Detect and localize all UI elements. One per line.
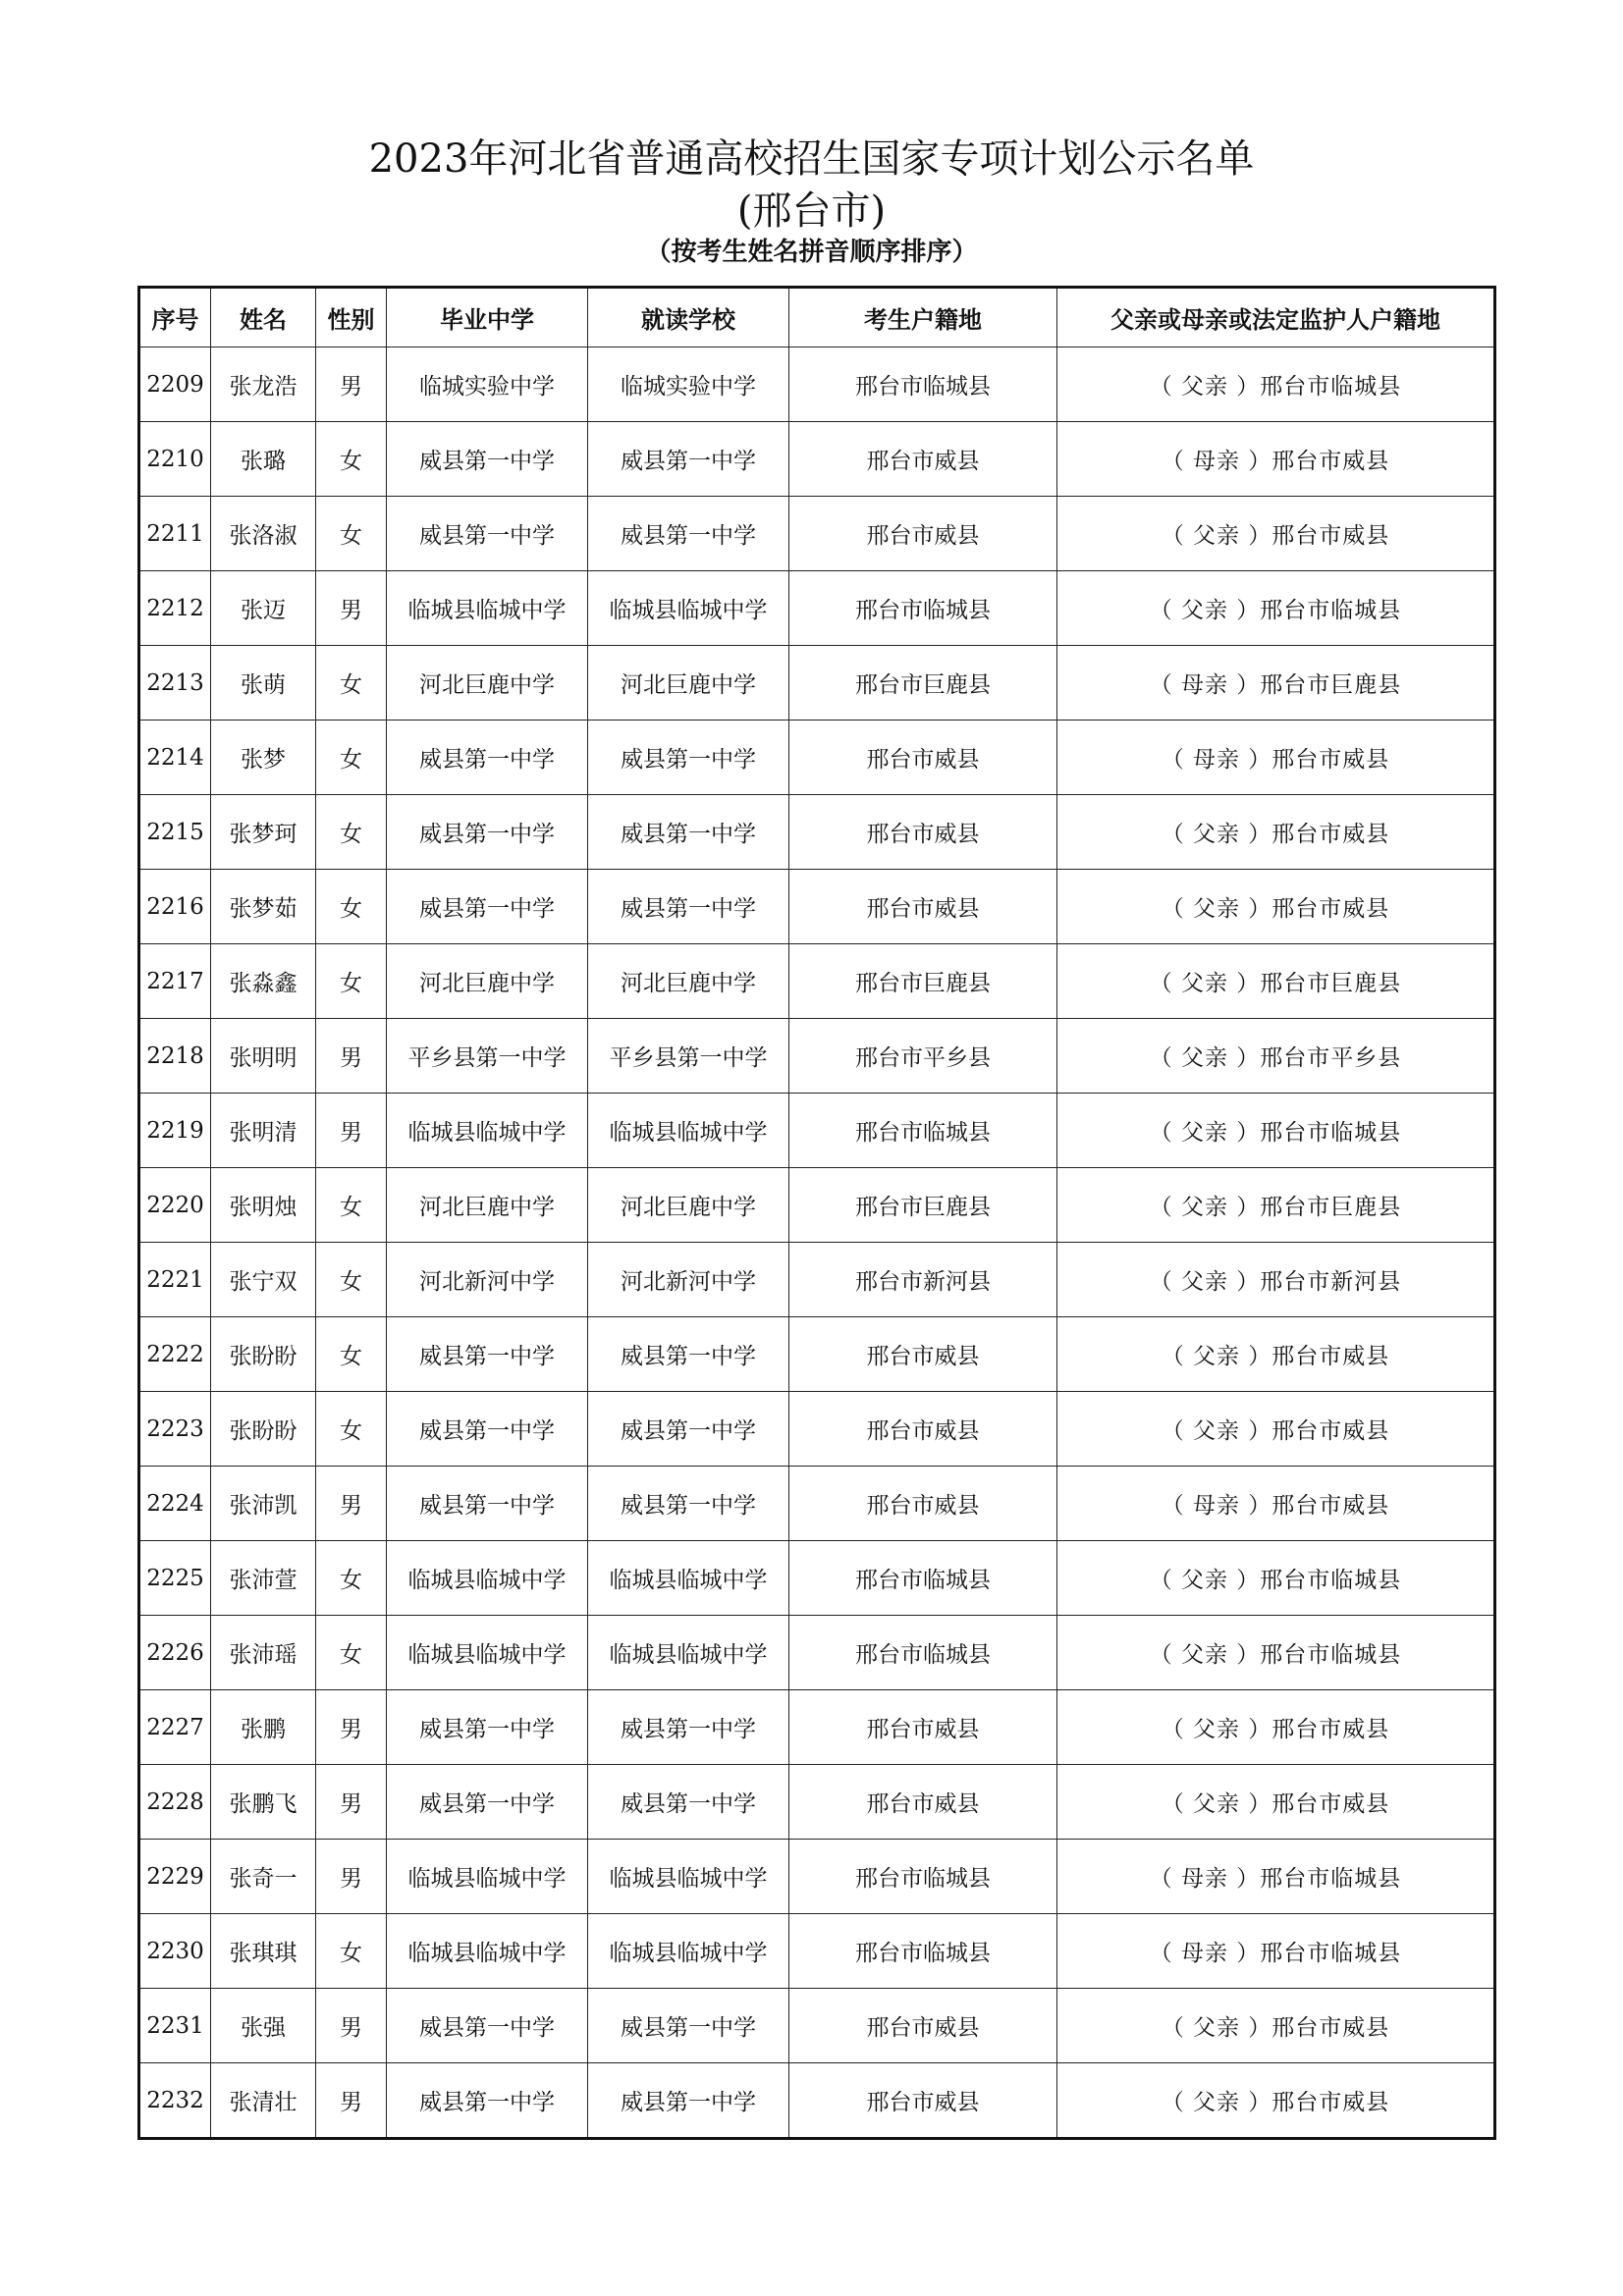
cell-guardian-hukou: （ 父亲 ）邢台市巨鹿县	[1057, 944, 1495, 1019]
table-row	[139, 1616, 1495, 1690]
cell-hukou: 邢台市威县	[789, 497, 1057, 571]
document-title: 2023年河北省普通高校招生国家专项计划公示名单	[368, 136, 1255, 182]
cell-gender: 女	[316, 422, 387, 497]
cell-gender: 女	[316, 646, 387, 721]
cell-name: 张梦珂	[211, 795, 316, 870]
cell-current-school: 河北巨鹿中学	[588, 1168, 789, 1243]
cell-grad-school: 威县第一中学	[387, 870, 588, 944]
cell-current-school: 威县第一中学	[588, 1989, 789, 2063]
cell-hukou: 邢台市临城县	[789, 1616, 1057, 1690]
cell-grad-school: 威县第一中学	[387, 1317, 588, 1392]
cell-seq: 2226	[139, 1616, 211, 1690]
cell-gender: 女	[316, 1616, 387, 1690]
cell-gender: 女	[316, 1914, 387, 1989]
table-row	[139, 1989, 1495, 2063]
cell-hukou: 邢台市巨鹿县	[789, 646, 1057, 721]
cell-current-school: 临城县临城中学	[588, 1094, 789, 1168]
cell-hukou: 邢台市威县	[789, 1989, 1057, 2063]
cell-seq: 2218	[139, 1019, 211, 1094]
cell-hukou: 邢台市临城县	[789, 347, 1057, 422]
table-row	[139, 944, 1495, 1019]
cell-guardian-hukou: （ 父亲 ）邢台市新河县	[1057, 1243, 1495, 1317]
cell-seq: 2228	[139, 1765, 211, 1840]
cell-guardian-hukou: （ 父亲 ）邢台市威县	[1057, 2063, 1495, 2139]
cell-current-school: 威县第一中学	[588, 1765, 789, 1840]
cell-grad-school: 临城县临城中学	[387, 1616, 588, 1690]
cell-gender: 男	[316, 571, 387, 646]
cell-seq: 2213	[139, 646, 211, 721]
cell-hukou: 邢台市威县	[789, 1317, 1057, 1392]
cell-hukou: 邢台市威县	[789, 1765, 1057, 1840]
cell-grad-school: 河北巨鹿中学	[387, 944, 588, 1019]
cell-grad-school: 临城县临城中学	[387, 1914, 588, 1989]
cell-guardian-hukou: （ 父亲 ）邢台市威县	[1057, 497, 1495, 571]
cell-gender: 女	[316, 1392, 387, 1467]
cell-grad-school: 河北巨鹿中学	[387, 646, 588, 721]
cell-seq: 2227	[139, 1690, 211, 1765]
cell-current-school: 威县第一中学	[588, 1467, 789, 1541]
cell-seq: 2211	[139, 497, 211, 571]
table-row	[139, 1094, 1495, 1168]
cell-gender: 女	[316, 1168, 387, 1243]
table-row	[139, 1840, 1495, 1914]
roster-body	[139, 347, 1495, 2139]
cell-hukou: 邢台市平乡县	[789, 1019, 1057, 1094]
cell-grad-school: 威县第一中学	[387, 1467, 588, 1541]
cell-grad-school: 临城实验中学	[387, 347, 588, 422]
cell-grad-school: 临城县临城中学	[387, 1541, 588, 1616]
cell-grad-school: 威县第一中学	[387, 2063, 588, 2139]
cell-grad-school: 威县第一中学	[387, 1690, 588, 1765]
table-row	[139, 1317, 1495, 1392]
cell-guardian-hukou: （ 父亲 ）邢台市威县	[1057, 1392, 1495, 1467]
cell-guardian-hukou: （ 母亲 ）邢台市威县	[1057, 721, 1495, 795]
cell-gender: 女	[316, 1317, 387, 1392]
cell-guardian-hukou: （ 父亲 ）邢台市威县	[1057, 1989, 1495, 2063]
cell-gender: 男	[316, 1019, 387, 1094]
cell-name: 张琪琪	[211, 1914, 316, 1989]
cell-gender: 女	[316, 1541, 387, 1616]
cell-current-school: 威县第一中学	[588, 795, 789, 870]
cell-name: 张明烛	[211, 1168, 316, 1243]
cell-guardian-hukou: （ 父亲 ）邢台市威县	[1057, 870, 1495, 944]
cell-gender: 女	[316, 870, 387, 944]
cell-name: 张淼鑫	[211, 944, 316, 1019]
table-row	[139, 1467, 1495, 1541]
cell-name: 张鹏飞	[211, 1765, 316, 1840]
cell-grad-school: 河北巨鹿中学	[387, 1168, 588, 1243]
cell-grad-school: 平乡县第一中学	[387, 1019, 588, 1094]
cell-grad-school: 威县第一中学	[387, 795, 588, 870]
cell-hukou: 邢台市新河县	[789, 1243, 1057, 1317]
cell-hukou: 邢台市威县	[789, 422, 1057, 497]
cell-current-school: 临城县临城中学	[588, 1914, 789, 1989]
cell-name: 张明明	[211, 1019, 316, 1094]
column-header-hukou: 考生户籍地	[789, 288, 1057, 347]
cell-current-school: 临城县临城中学	[588, 571, 789, 646]
cell-guardian-hukou: （ 父亲 ）邢台市巨鹿县	[1057, 1168, 1495, 1243]
cell-seq: 2229	[139, 1840, 211, 1914]
table-row	[139, 1914, 1495, 1989]
cell-name: 张强	[211, 1989, 316, 2063]
cell-hukou: 邢台市威县	[789, 2063, 1057, 2139]
cell-guardian-hukou: （ 父亲 ）邢台市威县	[1057, 1317, 1495, 1392]
table-row	[139, 1541, 1495, 1616]
table-row	[139, 721, 1495, 795]
cell-hukou: 邢台市威县	[789, 795, 1057, 870]
cell-gender: 男	[316, 1765, 387, 1840]
column-header-guardian-hukou: 父亲或母亲或法定监护人户籍地	[1057, 288, 1495, 347]
cell-gender: 男	[316, 1840, 387, 1914]
cell-seq: 2220	[139, 1168, 211, 1243]
column-header-gender: 性别	[316, 288, 387, 347]
table-row	[139, 347, 1495, 422]
table-row	[139, 1765, 1495, 1840]
document-subtitle: (邢台市)	[736, 188, 887, 234]
cell-name: 张璐	[211, 422, 316, 497]
cell-guardian-hukou: （ 父亲 ）邢台市临城县	[1057, 1541, 1495, 1616]
cell-current-school: 临城县临城中学	[588, 1840, 789, 1914]
cell-hukou: 邢台市临城县	[789, 1914, 1057, 1989]
cell-gender: 男	[316, 1690, 387, 1765]
cell-gender: 女	[316, 497, 387, 571]
cell-name: 张梦茹	[211, 870, 316, 944]
cell-guardian-hukou: （ 父亲 ）邢台市临城县	[1057, 1094, 1495, 1168]
table-row	[139, 497, 1495, 571]
cell-seq: 2232	[139, 2063, 211, 2139]
cell-gender: 男	[316, 2063, 387, 2139]
cell-gender: 男	[316, 1094, 387, 1168]
cell-seq: 2209	[139, 347, 211, 422]
cell-guardian-hukou: （ 父亲 ）邢台市临城县	[1057, 571, 1495, 646]
cell-grad-school: 河北新河中学	[387, 1243, 588, 1317]
cell-name: 张洛淑	[211, 497, 316, 571]
cell-name: 张沛瑶	[211, 1616, 316, 1690]
cell-hukou: 邢台市巨鹿县	[789, 944, 1057, 1019]
cell-current-school: 平乡县第一中学	[588, 1019, 789, 1094]
table-row	[139, 1168, 1495, 1243]
column-header-grad-school: 毕业中学	[387, 288, 588, 347]
cell-seq: 2215	[139, 795, 211, 870]
cell-current-school: 威县第一中学	[588, 497, 789, 571]
cell-name: 张清壮	[211, 2063, 316, 2139]
cell-hukou: 邢台市威县	[789, 1467, 1057, 1541]
cell-hukou: 邢台市威县	[789, 1690, 1057, 1765]
cell-hukou: 邢台市临城县	[789, 1840, 1057, 1914]
cell-current-school: 临城县临城中学	[588, 1541, 789, 1616]
cell-guardian-hukou: （ 父亲 ）邢台市平乡县	[1057, 1019, 1495, 1094]
table-row	[139, 1019, 1495, 1094]
table-row	[139, 1243, 1495, 1317]
cell-seq: 2222	[139, 1317, 211, 1392]
cell-hukou: 邢台市临城县	[789, 1541, 1057, 1616]
cell-guardian-hukou: （ 父亲 ）邢台市临城县	[1057, 1616, 1495, 1690]
cell-gender: 女	[316, 795, 387, 870]
cell-current-school: 河北巨鹿中学	[588, 944, 789, 1019]
roster-table	[137, 286, 1496, 2140]
cell-gender: 男	[316, 347, 387, 422]
cell-name: 张迈	[211, 571, 316, 646]
cell-seq: 2216	[139, 870, 211, 944]
cell-current-school: 河北巨鹿中学	[588, 646, 789, 721]
cell-hukou: 邢台市巨鹿县	[789, 1168, 1057, 1243]
cell-hukou: 邢台市威县	[789, 1392, 1057, 1467]
cell-name: 张明清	[211, 1094, 316, 1168]
cell-hukou: 邢台市威县	[789, 870, 1057, 944]
header-row	[139, 288, 1495, 347]
cell-hukou: 邢台市威县	[789, 721, 1057, 795]
cell-guardian-hukou: （ 母亲 ）邢台市临城县	[1057, 1840, 1495, 1914]
table-row	[139, 870, 1495, 944]
cell-seq: 2217	[139, 944, 211, 1019]
cell-guardian-hukou: （ 母亲 ）邢台市巨鹿县	[1057, 646, 1495, 721]
cell-current-school: 威县第一中学	[588, 1690, 789, 1765]
table-row	[139, 795, 1495, 870]
cell-current-school: 临城县临城中学	[588, 1616, 789, 1690]
column-header-name: 姓名	[211, 288, 316, 347]
cell-name: 张沛凯	[211, 1467, 316, 1541]
cell-gender: 女	[316, 1243, 387, 1317]
cell-guardian-hukou: （ 父亲 ）邢台市临城县	[1057, 347, 1495, 422]
table-row	[139, 2063, 1495, 2139]
cell-grad-school: 临城县临城中学	[387, 571, 588, 646]
cell-gender: 男	[316, 1989, 387, 2063]
cell-guardian-hukou: （ 父亲 ）邢台市威县	[1057, 795, 1495, 870]
cell-gender: 男	[316, 1467, 387, 1541]
cell-guardian-hukou: （ 母亲 ）邢台市威县	[1057, 422, 1495, 497]
cell-seq: 2230	[139, 1914, 211, 1989]
cell-guardian-hukou: （ 父亲 ）邢台市威县	[1057, 1690, 1495, 1765]
cell-name: 张奇一	[211, 1840, 316, 1914]
cell-name: 张萌	[211, 646, 316, 721]
table-row	[139, 1392, 1495, 1467]
cell-seq: 2223	[139, 1392, 211, 1467]
table-row	[139, 571, 1495, 646]
cell-grad-school: 威县第一中学	[387, 1392, 588, 1467]
cell-guardian-hukou: （ 母亲 ）邢台市威县	[1057, 1467, 1495, 1541]
sort-order-note: （按考生姓名拼音顺序排序）	[645, 238, 978, 267]
cell-seq: 2231	[139, 1989, 211, 2063]
cell-name: 张鹏	[211, 1690, 316, 1765]
column-header-seq: 序号	[139, 288, 211, 347]
table-row	[139, 646, 1495, 721]
cell-name: 张梦	[211, 721, 316, 795]
cell-grad-school: 威县第一中学	[387, 1765, 588, 1840]
cell-current-school: 威县第一中学	[588, 870, 789, 944]
cell-current-school: 威县第一中学	[588, 721, 789, 795]
cell-name: 张盼盼	[211, 1317, 316, 1392]
cell-grad-school: 临城县临城中学	[387, 1840, 588, 1914]
cell-name: 张宁双	[211, 1243, 316, 1317]
cell-grad-school: 临城县临城中学	[387, 1094, 588, 1168]
column-header-current-school: 就读学校	[588, 288, 789, 347]
cell-grad-school: 威县第一中学	[387, 497, 588, 571]
cell-guardian-hukou: （ 母亲 ）邢台市临城县	[1057, 1914, 1495, 1989]
cell-name: 张盼盼	[211, 1392, 316, 1467]
cell-gender: 女	[316, 944, 387, 1019]
cell-seq: 2225	[139, 1541, 211, 1616]
cell-name: 张龙浩	[211, 347, 316, 422]
cell-grad-school: 威县第一中学	[387, 422, 588, 497]
cell-seq: 2219	[139, 1094, 211, 1168]
table-row	[139, 422, 1495, 497]
cell-seq: 2214	[139, 721, 211, 795]
cell-current-school: 威县第一中学	[588, 2063, 789, 2139]
cell-guardian-hukou: （ 父亲 ）邢台市威县	[1057, 1765, 1495, 1840]
cell-current-school: 临城实验中学	[588, 347, 789, 422]
cell-current-school: 威县第一中学	[588, 422, 789, 497]
cell-current-school: 威县第一中学	[588, 1317, 789, 1392]
cell-grad-school: 威县第一中学	[387, 721, 588, 795]
cell-current-school: 威县第一中学	[588, 1392, 789, 1467]
cell-hukou: 邢台市临城县	[789, 1094, 1057, 1168]
cell-name: 张沛萱	[211, 1541, 316, 1616]
cell-seq: 2221	[139, 1243, 211, 1317]
cell-current-school: 河北新河中学	[588, 1243, 789, 1317]
cell-seq: 2224	[139, 1467, 211, 1541]
table-row	[139, 1690, 1495, 1765]
cell-grad-school: 威县第一中学	[387, 1989, 588, 2063]
cell-hukou: 邢台市临城县	[789, 571, 1057, 646]
cell-seq: 2210	[139, 422, 211, 497]
cell-seq: 2212	[139, 571, 211, 646]
cell-gender: 女	[316, 721, 387, 795]
